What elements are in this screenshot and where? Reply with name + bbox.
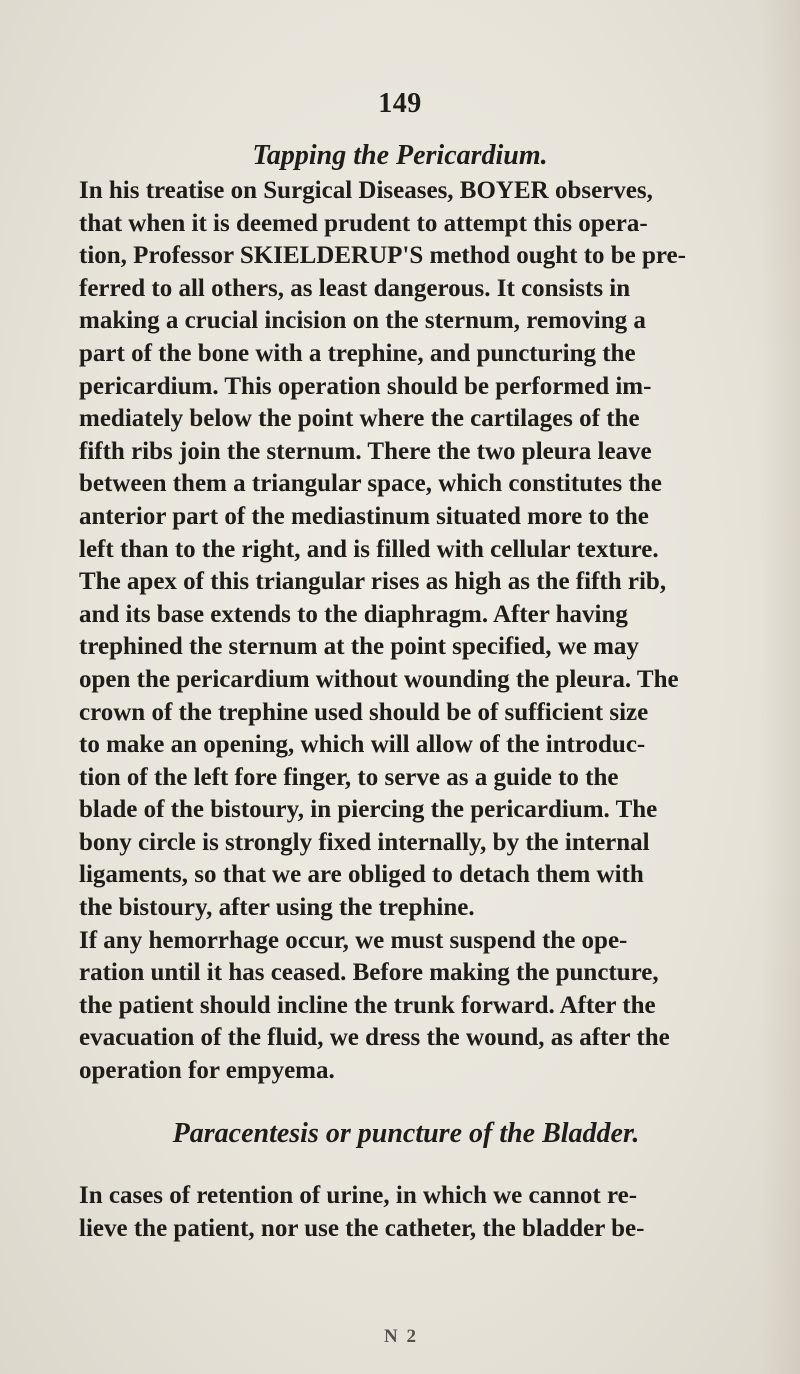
- text-line: lieve the patient, nor use the catheter, the bladder be-: [79, 1214, 645, 1242]
- page-edge-shadow: [760, 0, 800, 1374]
- text-line: ration until it has ceased. Before making the puncture,: [79, 959, 659, 987]
- printer-signature-mark: N 2: [384, 1326, 418, 1347]
- text-line: the patient should incline the trunk forward. After the: [79, 991, 656, 1019]
- page-number: 149: [378, 88, 422, 119]
- text-line: In cases of retention of urine, in which we cannot re-: [79, 1182, 638, 1209]
- text-line: trephined the sternum at the point specified, we may: [79, 633, 639, 661]
- text-line: that when it is deemed prudent to attempt this opera-: [79, 209, 648, 237]
- section-body-paracentesis-bladder: [60, 1180, 740, 1245]
- section-heading-paracentesis-bladder: Paracentesis or puncture of the Bladder.: [172, 1118, 640, 1149]
- text-line: between them a triangular space, which constitutes the: [79, 470, 662, 498]
- text-line: making a crucial incision on the sternum, removing a: [79, 307, 646, 335]
- text-line: The apex of this triangular rises as high as the fifth rib,: [79, 568, 667, 596]
- section-heading-tapping-pericardium: Tapping the Pericardium.: [252, 140, 548, 171]
- text-line: ferred to all others, as least dangerous. It consists in: [79, 274, 631, 302]
- section-body-tapping-pericardium: [60, 175, 740, 1088]
- text-line: ligaments, so that we are obliged to detach them with: [79, 861, 644, 889]
- text-line: tion of the left fore finger, to serve as a guide to the: [79, 763, 619, 791]
- text-line: evacuation of the fluid, we dress the wound, as after the: [79, 1024, 670, 1052]
- text-line: left than to the right, and is filled with cellular texture.: [79, 535, 659, 563]
- text-line: If any hemorrhage occur, we must suspend the ope-: [79, 926, 628, 954]
- paragraph: [60, 175, 740, 925]
- text-line: pericardium. This operation should be performed im-: [79, 372, 652, 400]
- text-line: to make an opening, which will allow of the introduc-: [79, 731, 646, 759]
- text-line: mediately below the point where the cartilages of the: [79, 405, 640, 433]
- paragraph: [60, 925, 740, 1088]
- text-line: blade of the bistoury, in piercing the pericardium. The: [79, 796, 658, 824]
- text-line: operation for empyema.: [79, 1057, 335, 1085]
- text-line: the bistoury, after using the trephine.: [79, 894, 475, 922]
- paragraph: [60, 1180, 740, 1245]
- text-line: crown of the trephine used should be of sufficient size: [79, 698, 649, 726]
- text-line: open the pericardium without wounding the pleura. The: [79, 665, 679, 693]
- text-line: part of the bone with a trephine, and puncturing the: [79, 339, 636, 367]
- text-line: anterior part of the mediastinum situated more to the: [79, 502, 649, 530]
- text-line: tion, Professor SKIELDERUP'S method ought to be pre-: [79, 242, 686, 270]
- text-line: In his treatise on Surgical Diseases, BOYER observes,: [79, 177, 653, 204]
- text-line: fifth ribs join the sternum. There the two pleura leave: [79, 437, 652, 465]
- text-line: and its base extends to the diaphragm. After having: [79, 600, 628, 628]
- text-line: bony circle is strongly fixed internally, by the internal: [79, 828, 650, 856]
